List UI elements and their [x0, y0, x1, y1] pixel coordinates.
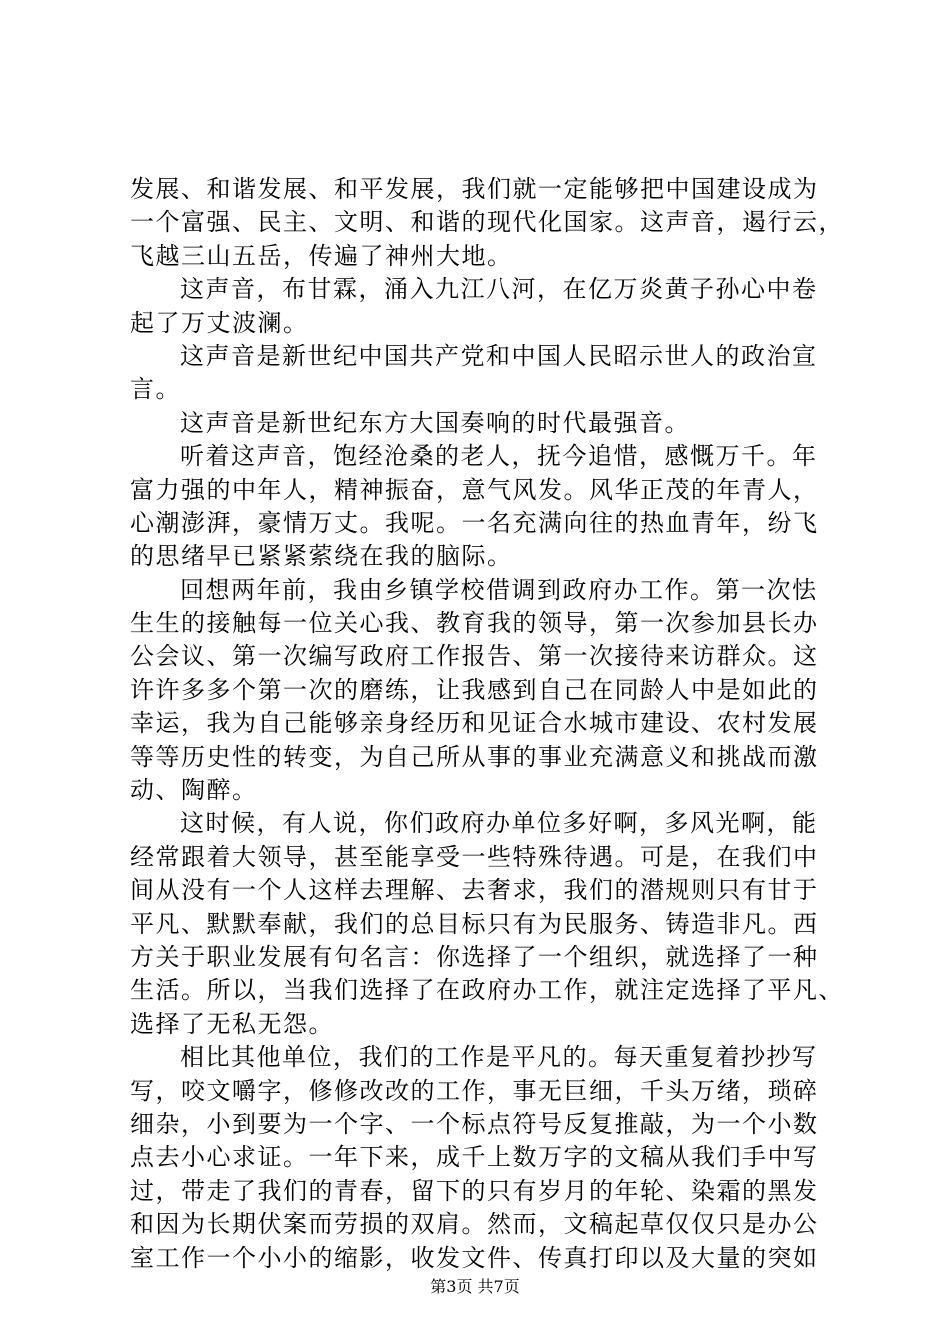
text-line: 平凡、默默奉献，我们的总目标只有为民服务、铸造非凡。西	[130, 909, 819, 938]
text-line: 动、陶醉。	[130, 776, 258, 805]
text-line: 言。	[130, 375, 181, 404]
text-line: 回想两年前，我由乡镇学校借调到政府办工作。第一次怯	[180, 575, 818, 604]
text-line: 心潮澎湃，豪情万丈。我呢。一名充满向往的热血青年，纷飞	[130, 508, 819, 537]
text-line: 公会议、第一次编写政府工作报告、第一次接待来访群众。这	[130, 642, 819, 671]
text-line: 室工作一个小小的缩影，收发文件、传真打印以及大量的突如	[130, 1243, 819, 1272]
text-line: 生活。所以，当我们选择了在政府办工作，就注定选择了平凡、	[130, 976, 844, 1005]
text-line: 起了万丈波澜。	[130, 308, 309, 337]
text-line: 和因为长期伏案而劳损的双肩。然而，文稿起草仅仅只是办公	[130, 1210, 819, 1239]
page-footer: 第3页 共7页	[430, 1277, 520, 1296]
text-line: 细杂，小到要为一个字、一个标点符号反复推敲，为一个小数	[130, 1109, 819, 1138]
text-line: 间从没有一个人这样去理解、去奢求，我们的潜规则只有甘于	[130, 876, 819, 905]
text-line: 发展、和谐发展、和平发展，我们就一定能够把中国建设成为	[130, 175, 819, 203]
text-line: 的思绪早已紧紧萦绕在我的脑际。	[130, 542, 513, 571]
text-line: 过，带走了我们的青春，留下的只有岁月的年轮、染霜的黑发	[130, 1176, 819, 1205]
text-line: 听着这声音，饱经沧桑的老人，抚今追惜，感慨万千。年	[180, 442, 818, 471]
document-body	[130, 173, 844, 1275]
text-line: 相比其他单位，我们的工作是平凡的。每天重复着抄抄写	[180, 1043, 818, 1072]
text-line: 写，咬文嚼字，修修改改的工作，事无巨细，千头万绪，琐碎	[130, 1076, 819, 1105]
text-line: 富力强的中年人，精神振奋，意气风发。风华正茂的年青人，	[130, 475, 819, 504]
text-line: 生生的接触每一位关心我、教育我的领导，第一次参加县长办	[130, 609, 819, 638]
text-line: 幸运，我为自己能够亲身经历和见证合水城市建设、农村发展	[130, 709, 819, 738]
text-line: 一个富强、民主、文明、和谐的现代化国家。这声音，遏行云，	[130, 208, 844, 237]
text-line: 经常跟着大领导，甚至能享受一些特殊待遇。可是，在我们中	[130, 842, 819, 871]
text-line: 这时候，有人说，你们政府办单位多好啊，多风光啊，能	[180, 809, 818, 838]
text-line: 这声音，布甘霖，涌入九江八河，在亿万炎黄子孙心中卷	[180, 275, 818, 304]
text-line: 这声音是新世纪东方大国奏响的时代最强音。	[180, 408, 690, 437]
text-line: 许许多多个第一次的磨练，让我感到自己在同龄人中是如此的	[130, 675, 819, 704]
text-line: 这声音是新世纪中国共产党和中国人民昭示世人的政治宣	[180, 341, 818, 370]
text-line: 方关于职业发展有句名言：你选择了一个组织，就选择了一种	[130, 942, 819, 971]
text-line: 等等历史性的转变，为自己所从事的事业充满意义和挑战而激	[130, 742, 819, 771]
text-line: 选择了无私无怨。	[130, 1009, 334, 1038]
text-line: 飞越三山五岳，传遍了神州大地。	[130, 241, 513, 270]
text-line: 点去小心求证。一年下来，成千上数万字的文稿从我们手中写	[130, 1143, 819, 1172]
